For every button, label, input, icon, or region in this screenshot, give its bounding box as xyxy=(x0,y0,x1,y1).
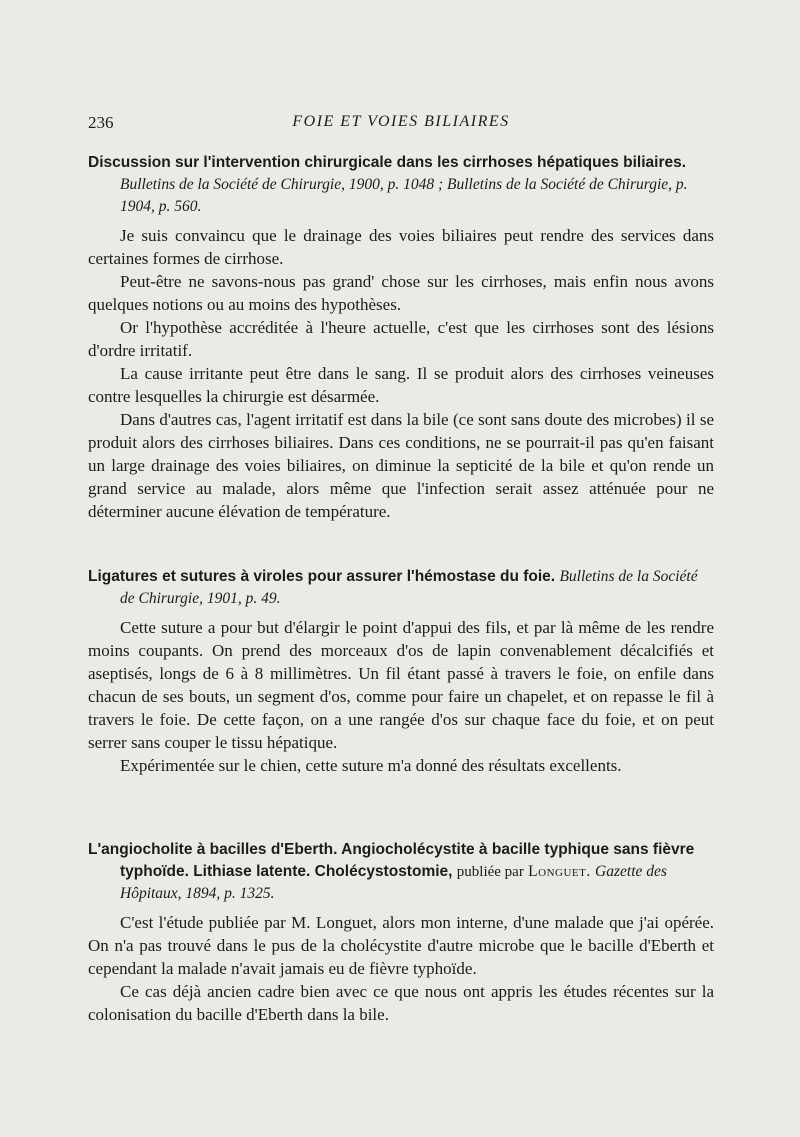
section-ligatures xyxy=(88,566,714,777)
section-cirrhoses xyxy=(88,152,714,523)
section-reference: Bulletins de la Société de Chirurgie, 1901, p. 49. xyxy=(120,568,698,607)
publisher-name: Longuet. xyxy=(528,863,591,880)
paragraph: Cette suture a pour but d'élargir le point d'appui des fils, et par là même de les rendre moins coupants. On prend des morceaux d'os de lapin convenablement décalcifiés et aseptisés, longs de 6 à 8 millimètres. Un fil étant passé à travers le foie, on enfile dans chacun de ses bouts, un segment d'os, comme pour faire un chapelet, et on repasse le fil à travers le foie. De cette façon, on a une rangée d'os sur chaque face du foie, et on peut serrer sans couper le tissu hépatique. xyxy=(88,618,714,752)
publisher-prefix: publiée par xyxy=(456,864,524,880)
section-heading xyxy=(88,566,714,610)
paragraph: Dans d'autres cas, l'agent irritatif est dans la bile (ce sont sans doute des microbes) il se produit alors des cirrhoses biliaires. Dans ces conditions, ne se pourrait-il pas qu'en faisant un large drainage des voies biliaires, on diminue la septicité de la bile et qu'on rende un grand service au malade, alors même que l'infection serait assez atténuée pour ne déterminer aucune élévation de température. xyxy=(88,410,714,521)
paragraph: Expérimentée sur le chien, cette suture m'a donné des résultats excellents. xyxy=(120,756,622,775)
paragraph: Peut-être ne savons-nous pas grand' chose sur les cirrhoses, mais enfin nous avons quelques notions ou au moins des hypothèses. xyxy=(88,272,714,314)
section-reference: Bulletins de la Société de Chirurgie, 1900, p. 1048 ; Bulletins de la Société de Chirurgie, p. 1904, p. 560. xyxy=(120,176,688,215)
paragraph: Or l'hypothèse accréditée à l'heure actuelle, c'est que les cirrhoses sont des lésions d'ordre irritatif. xyxy=(88,318,714,360)
page-number: 236 xyxy=(88,113,114,132)
paragraph: Je suis convaincu que le drainage des voies biliaires peut rendre des services dans certaines formes de cirrhose. xyxy=(88,226,714,268)
section-reference: Gazette des Hôpitaux, 1894, p. 1325. xyxy=(120,863,667,902)
section-title: Discussion sur l'intervention chirurgicale dans les cirrhoses hépatiques biliaires. xyxy=(88,154,687,171)
paragraph: C'est l'étude publiée par M. Longuet, alors mon interne, d'une malade que j'ai opérée. On n'a pas trouvé dans le pus de la cholécystite d'autre microbe que le bacille d'Eberth et cependant la malade n'avait jamais eu de fièvre typhoïde. xyxy=(88,913,714,978)
section-heading xyxy=(88,839,714,905)
section-title: L'angiocholite à bacilles d'Eberth. Angiocholécystite à bacille typhique sans fièvre typhoïde. Lithiase latente. Cholécystostomie, xyxy=(88,841,695,880)
section-heading xyxy=(88,152,714,218)
paragraph: Ce cas déjà ancien cadre bien avec ce que nous ont appris les études récentes sur la colonisation du bacille d'Eberth dans la bile. xyxy=(88,982,714,1024)
section-angiocholite xyxy=(88,839,714,1026)
paragraph: La cause irritante peut être dans le sang. Il se produit alors des cirrhoses veineuses contre lesquelles la chirurgie est désarmée. xyxy=(88,364,714,406)
section-title: Ligatures et sutures à viroles pour assurer l'hémostase du foie. xyxy=(88,568,556,585)
running-title: FOIE ET VOIES BILIAIRES xyxy=(292,113,510,130)
page-header xyxy=(88,113,714,135)
